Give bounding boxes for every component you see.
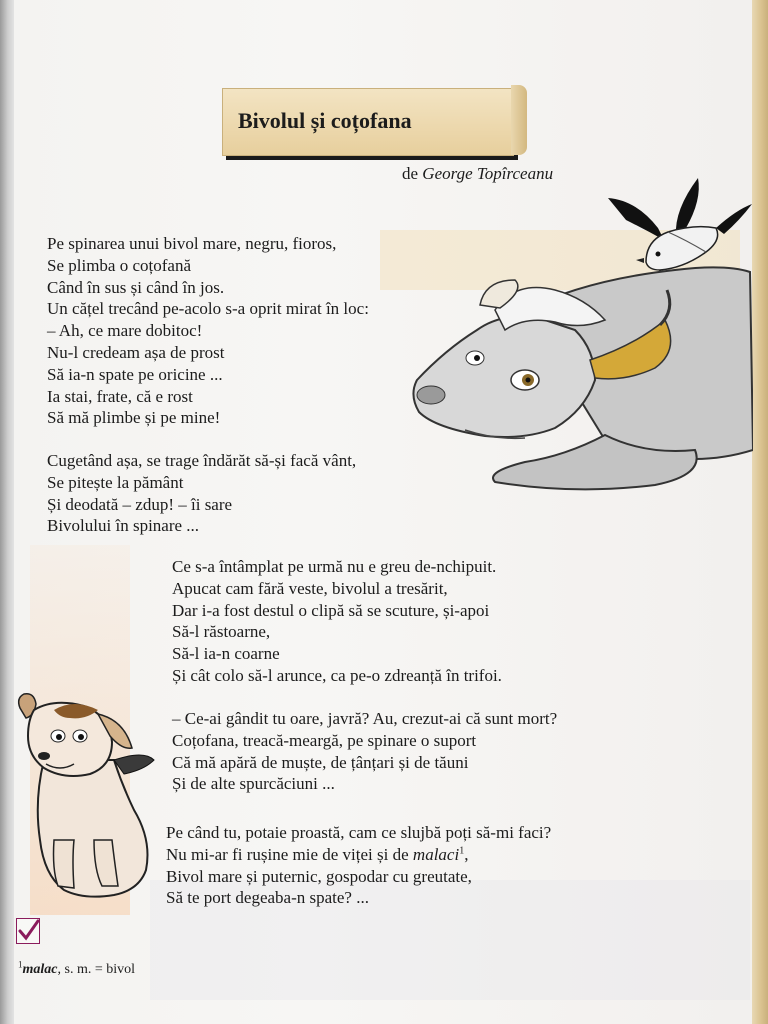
poem-line: Un cățel trecând pe-acolo s-a oprit mirat în loc: <box>47 299 369 319</box>
poem-line: – Ah, ce mare dobitoc! <box>47 321 203 341</box>
poem-line: Nu-l credeam așa de prost <box>47 342 225 362</box>
dog-icon <box>14 690 164 905</box>
poem-line <box>166 844 551 866</box>
poem-line: Se plimba o coțofană <box>47 255 191 275</box>
poem-line: Ia stai, frate, că e rost <box>47 386 193 406</box>
page-right-edge <box>752 0 768 1024</box>
stanza-4 <box>172 708 557 795</box>
poem-line: Să ia-n spate pe oricine ... <box>47 364 223 384</box>
poem-line: Bivol mare și puternic, gospodar cu greutate, <box>166 866 472 886</box>
stanza-5 <box>166 822 551 909</box>
poem-line: Ce s-a întâmplat pe urmă nu e greu de-nchipuit. <box>172 557 497 576</box>
poem-line: Dar i-a fost destul o clipă să se scuture, și-apoi <box>172 600 490 620</box>
checkmark-icon <box>16 918 40 944</box>
poem-line-text: Nu mi-ar fi rușine mie de viței și de <box>166 844 413 864</box>
stanza-3 <box>172 556 502 687</box>
buffalo-icon <box>405 250 753 500</box>
author-line <box>402 164 553 184</box>
footnote <box>18 959 136 978</box>
stanza-1 <box>47 233 369 429</box>
poem-line: Să mă plimbe și pe mine! <box>47 408 221 428</box>
footnote-definition: , s. m. = bivol <box>57 962 136 977</box>
footnote-mark: 1 <box>459 845 465 857</box>
poem-line-punctuation: , <box>464 844 469 864</box>
poem-line: Pe spinarea unui bivol mare, negru, fioros, <box>47 234 337 253</box>
poem-line: Coțofana, treacă-meargă, pe spinare o suport <box>172 730 477 750</box>
poem-line: Să-l ia-n coarne <box>172 644 280 664</box>
poem-line: Și deodată – zdup! – îi sare <box>47 494 233 514</box>
author-name: George Topîrceanu <box>422 164 554 183</box>
glossed-term: malaci <box>412 844 460 864</box>
poem-line: Cugetând așa, se trage îndărăt să-și facă vânt, <box>47 451 357 470</box>
poem-line: Și de alte spurcăciuni ... <box>172 774 335 794</box>
stanza-2 <box>47 450 356 537</box>
poem-line: Apucat cam fără veste, bivolul a tresărit, <box>172 578 448 598</box>
poem-line: Pe când tu, potaie proastă, cam ce slujbă poți să-mi faci? <box>166 823 552 842</box>
poem-title: Bivolul și coțofana <box>238 108 412 133</box>
poem-line: Să te port degeaba-n spate? ... <box>166 888 369 908</box>
poem-line: Că mă apără de muște, de țânțari și de tăuni <box>172 752 469 772</box>
poem-line: Când în sus și când în jos. <box>47 277 225 297</box>
poem-line: Se pitește la pământ <box>47 472 184 492</box>
footnote-number: 1 <box>18 959 23 970</box>
author-prefix: de <box>402 164 419 183</box>
poem-line: Și cât colo să-l arunce, ca pe-o zdreanță în trifoi. <box>172 665 502 685</box>
poem-line: Să-l răstoarne, <box>172 622 271 642</box>
poem-line: Bivolului în spinare ... <box>47 516 200 536</box>
footnote-term: malac <box>22 962 58 977</box>
poem-line: – Ce-ai gândit tu oare, javră? Au, crezut-ai că sunt mort? <box>172 709 558 728</box>
